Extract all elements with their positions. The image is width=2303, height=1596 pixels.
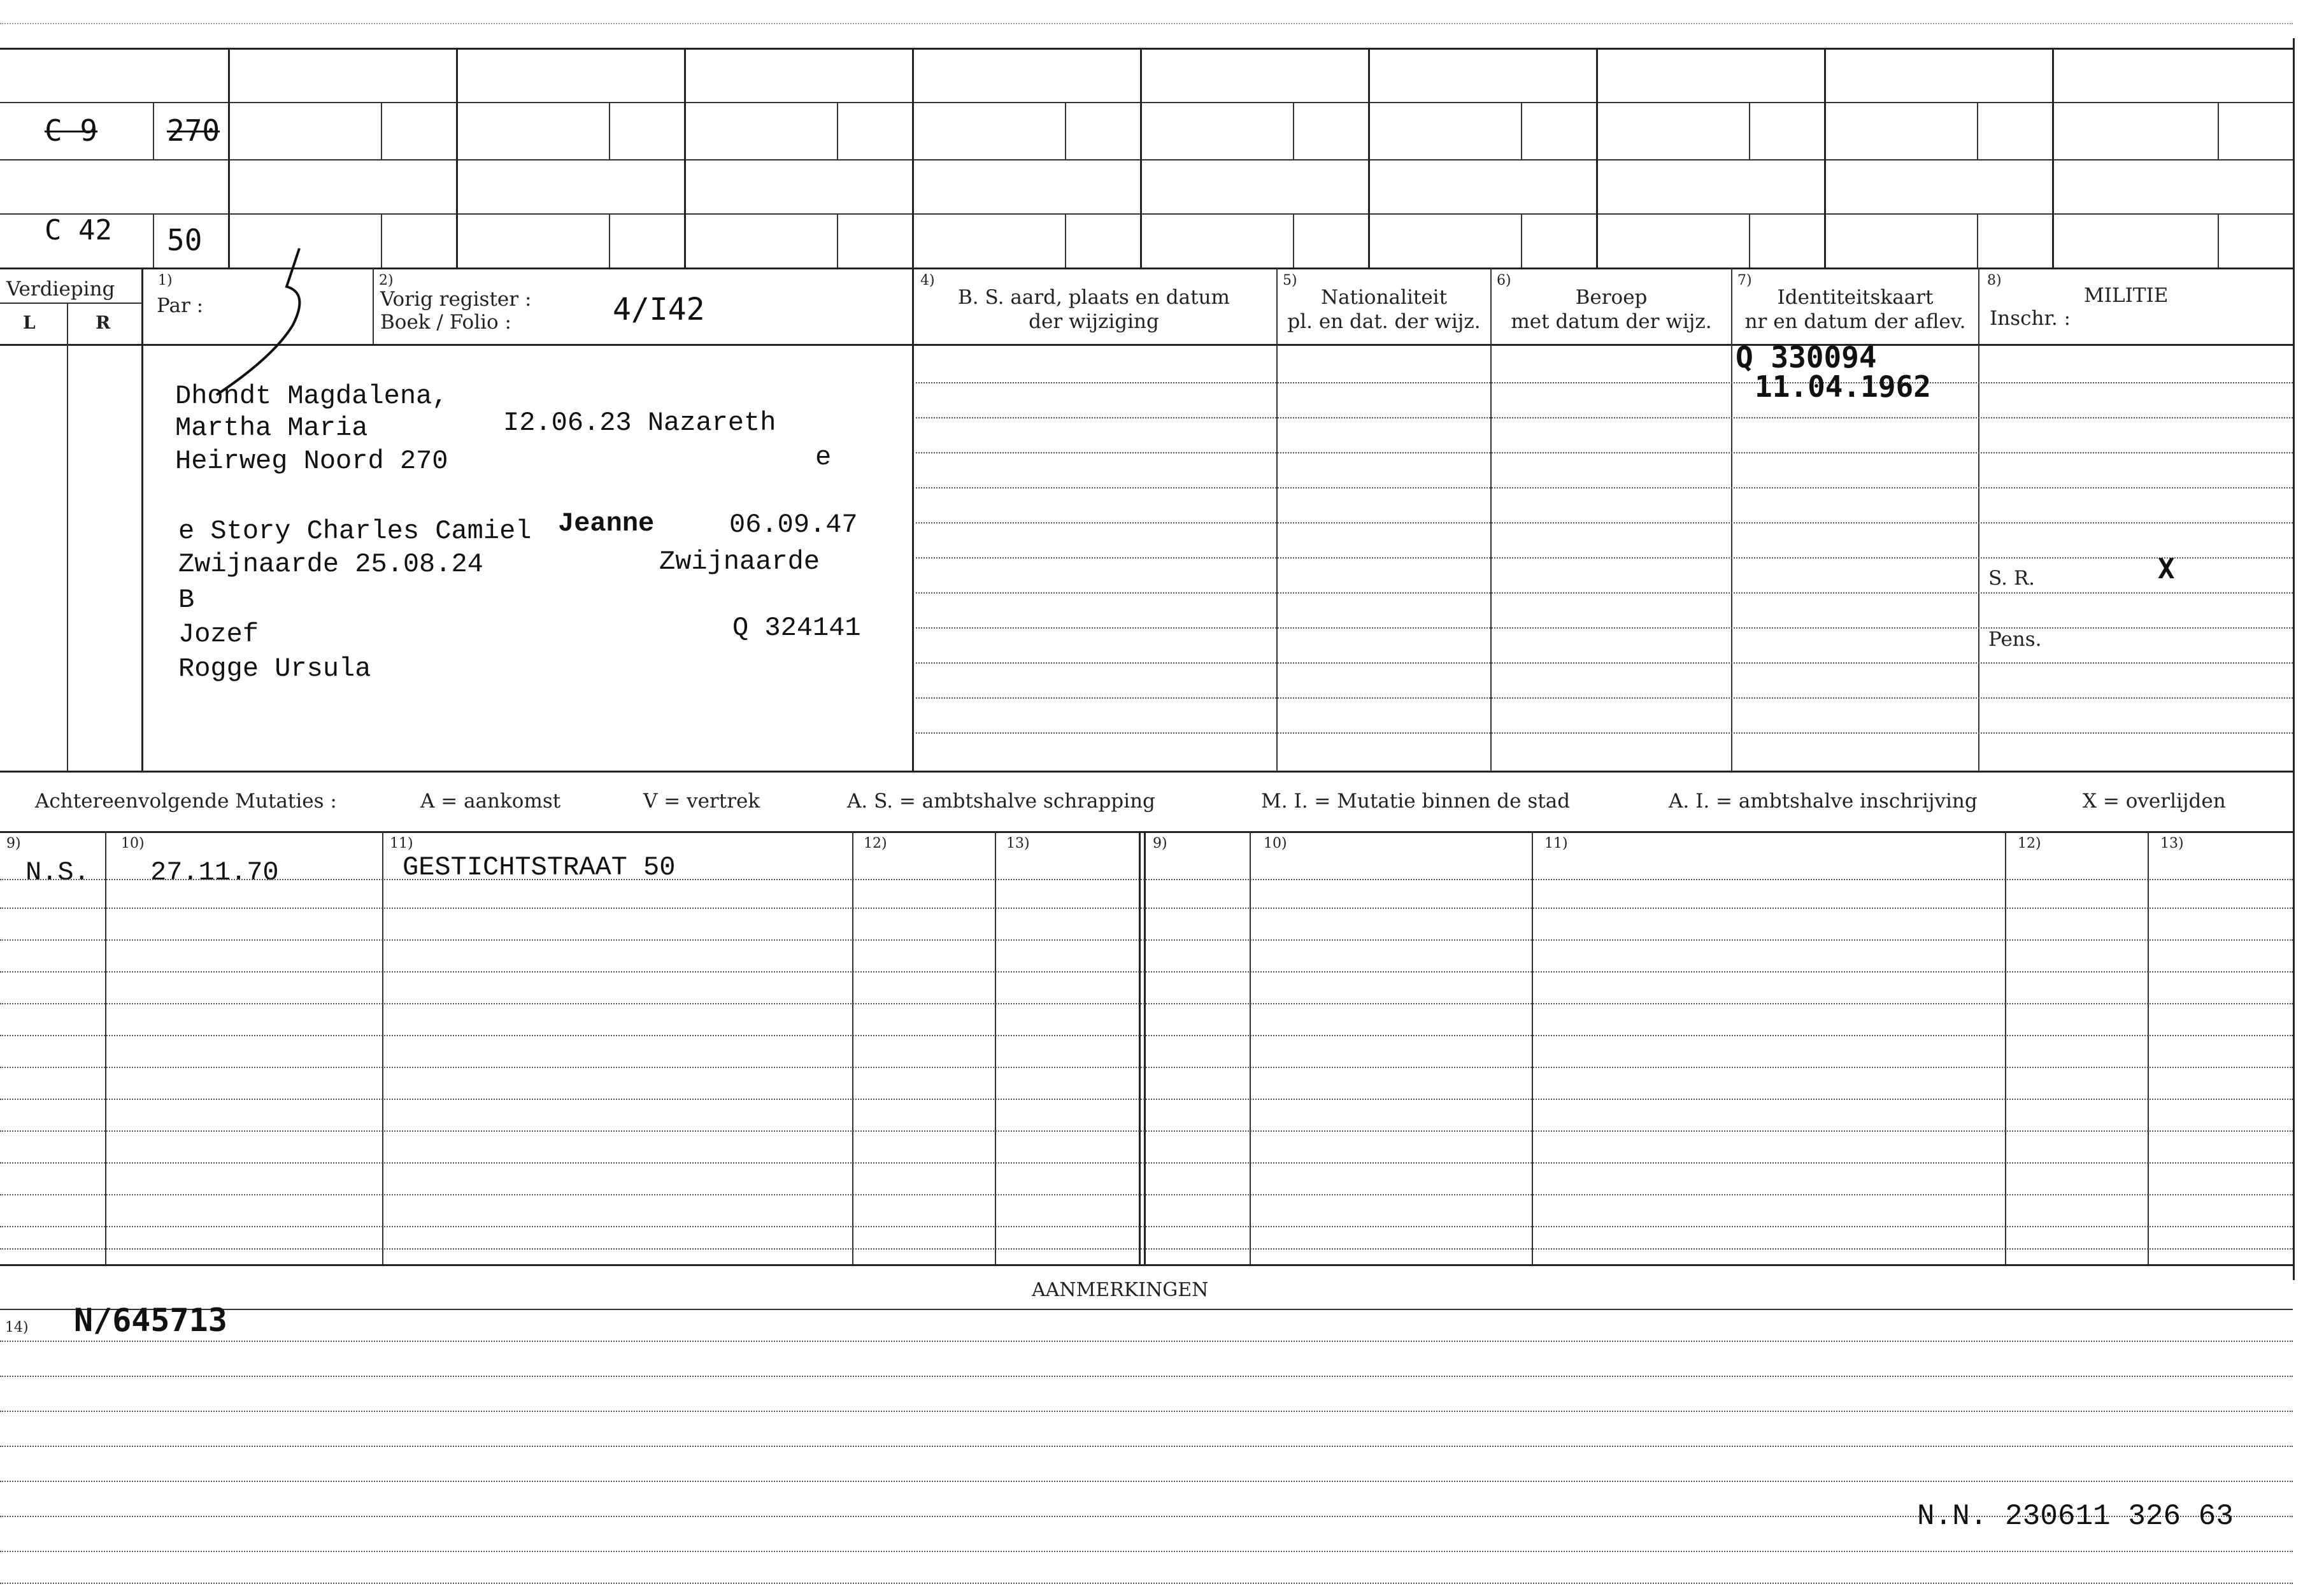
old-section-code: C 9 [45,113,98,148]
mut-col-9b: 9) [1153,836,1167,851]
mut-col-10b: 10) [1264,836,1287,851]
bs-label-2: der wijziging [1029,310,1159,333]
line-jozef: Jozef [178,619,259,650]
legend-x: X = overlijden [2083,790,2226,813]
marriage-date: 06.09.47 [729,509,858,540]
pens-label: Pens. [1988,628,2042,651]
line-b: B [178,585,195,615]
remarks-num: 14) [5,1320,29,1336]
legend-mi: M. I. = Mutatie binnen de stad [1261,790,1571,813]
nat-num: 5) [1283,273,1297,289]
spouse-name: e Story Charles Camiel [178,516,532,546]
vorig-num: 2) [379,273,394,289]
spouse-extra: Jeanne [558,508,655,539]
sr-label: S. R. [1988,567,2036,590]
mut-col-10: 10) [121,836,145,851]
person-name: Dhondt Magdalena, [175,381,448,411]
spouse-id: Q 324141 [732,613,861,643]
nat-label-2: pl. en dat. der wijz. [1287,310,1481,333]
sr-value: X [2158,553,2175,585]
legend-title: Achtereenvolgende Mutaties : [35,790,337,813]
bs-header [917,285,1271,334]
id-label-1: Identiteitskaart [1777,286,1934,309]
id-label-2: nr en datum der aflev. [1744,310,1966,333]
nat-header [1278,285,1490,334]
beroep-label-1: Beroep [1575,286,1648,309]
birth-date-place: I2.06.23 Nazareth [503,408,776,438]
beroep-header [1492,285,1731,334]
legend-ai: A. I. = ambtshalve inschrijving [1669,790,1978,813]
militie-label: MILITIE [2084,284,2169,307]
legend-v: V = vertrek [643,790,760,813]
id-num: 7) [1737,273,1752,289]
boek-folio-value: 4/I42 [613,292,705,327]
bs-num: 4) [920,273,935,289]
id-card-number: Q 330094 [1736,340,1877,374]
line-rogge: Rogge Ursula [178,653,371,684]
militie-num: 8) [1987,273,2002,289]
mut-col-11b: 11) [1544,836,1568,851]
marriage-place: Zwijnaarde [659,546,820,577]
boek-folio-label: Boek / Folio : [380,311,511,334]
national-number: N.N. 230611 326 63 [1917,1500,2234,1533]
mut-col-13: 13) [1006,836,1030,851]
section-code: C 42 [45,214,112,246]
verdieping-label: Verdieping [6,278,115,301]
remarks-title: AANMERKINGEN [1032,1279,1209,1301]
beroep-label-2: met datum der wijz. [1511,310,1712,333]
mut-col-12b: 12) [2018,836,2041,851]
spouse-birth: Zwijnaarde 25.08.24 [178,549,483,580]
nat-label-1: Nationaliteit [1320,286,1448,309]
col-r-label: R [96,312,111,333]
legend-as: A. S. = ambtshalve schrapping [847,790,1155,813]
inschr-label: Inschr. : [1990,307,2071,330]
mark-e: e [815,442,832,473]
remarks-value: N/645713 [74,1302,227,1339]
mut-col-9: 9) [6,836,21,851]
bs-label-1: B. S. aard, plaats en datum [958,286,1230,309]
mutation-date: 27.11.70 [150,857,279,888]
id-card-date: 11.04.1962 [1755,369,1931,404]
beroep-num: 6) [1497,273,1511,289]
col-l-label: L [23,312,36,333]
par-num: 1) [158,273,173,289]
mutation-address: GESTICHTSTRAAT 50 [403,852,676,883]
old-house-number: 270 [167,113,220,148]
house-number: 50 [167,223,203,257]
id-header [1732,285,1978,334]
par-label: Par : [157,294,204,317]
mutation-code: N.S. [25,857,90,888]
vorig-register-label: Vorig register : [380,288,532,311]
address-line: Heirweg Noord 270 [175,446,448,476]
mut-col-13b: 13) [2160,836,2184,851]
mut-col-11: 11) [390,836,413,851]
mut-col-12: 12) [864,836,887,851]
person-given-names: Martha Maria [175,413,368,443]
legend-a: A = aankomst [420,790,561,813]
